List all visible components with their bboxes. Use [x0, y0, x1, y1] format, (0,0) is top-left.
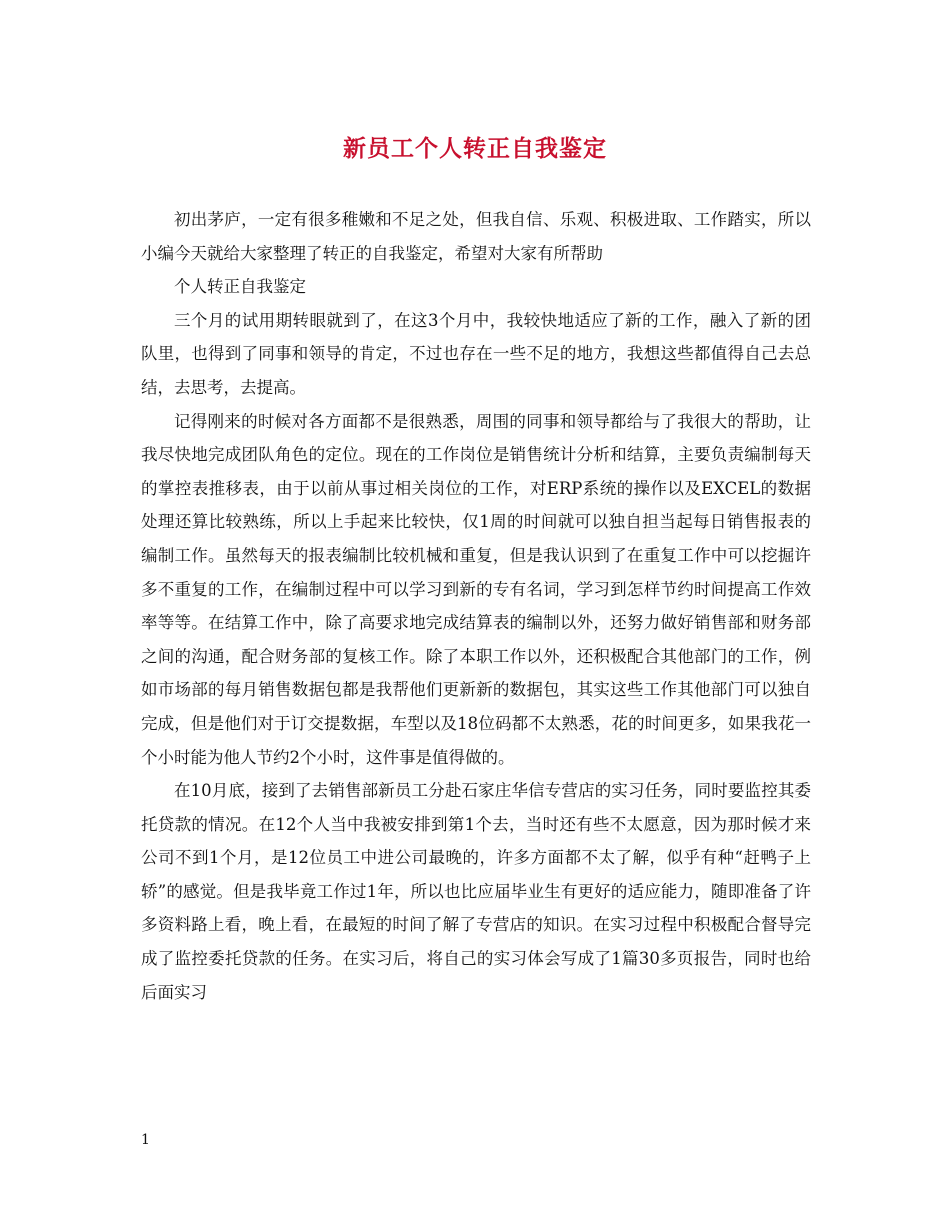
paragraph-intro: 初出茅庐，一定有很多稚嫩和不足之处，但我自信、乐观、积极进取、工作踏实，所以小编今天就给大家整理了转正的自我鉴定，希望对大家有所帮助 [141, 210, 811, 263]
page-number: 1 [141, 1132, 150, 1148]
paragraph-work-duties: 记得刚来的时候对各方面都不是很熟悉，周围的同事和领导都给与了我很大的帮助，让我尽快地完成团队角色的定位。现在的工作岗位是销售统计分析和结算，主要负责编制每天的掌控表推移表，由于以前从事过相关岗位的工作，对ERP系统的操作以及EXCEL的数据处理还算比较熟练，所以上手起来比较快，仅1周的时间就可以独自担当起每日销售报表的编制工作。虽然每天的报表编制比较机械和重复，但是我认识到了在重复工作中可以挖掘许多不重复的工作，在编制过程中可以学习到新的专有名词，学习到怎样节约时间提高工作效率等等。在结算工作中，除了高要求地完成结算表的编制以外，还努力做好销售部和财务部之间的沟通，配合财务部的复核工作。除了本职工作以外，还积极配合其他部门的工作，例如市场部的每月销售数据包都是我帮他们更新新的数据包，其实这些工作其他部门可以独自完成，但是他们对于订交提数据，车型以及18位码都不太熟悉，花的时间更多，如果我花一个小时能为他人节约2个小时，这件事是值得做的。 [141, 411, 811, 767]
document-title: 新员工个人转正自我鉴定 [343, 135, 607, 162]
paragraph-summary: 三个月的试用期转眼就到了，在这3个月中，我较快地适应了新的工作，融入了新的团队里，也得到了同事和领导的肯定，不过也存在一些不足的地方，我想这些都值得自己去总结，去思考，去提高。 [141, 310, 811, 397]
paragraph-internship: 在10月底，接到了去销售部新员工分赴石家庄华信专营店的实习任务，同时要监控其委托贷款的情况。在12个人当中我被安排到第1个去，当时还有些不太愿意，因为那时候才来公司不到1个月，是12位员工中进公司最晚的，许多方面都不太了解，似乎有种“赶鸭子上轿”的感觉。但是我毕竟工作过1年，所以也比应届毕业生有更好的适应能力，随即准备了许多资料路上看，晚上看，在最短的时间了解了专营店的知识。在实习过程中积极配合督导完成了监控委托贷款的任务。在实习后，将自己的实习体会写成了1篇30多页报告，同时也给后面实习 [141, 781, 811, 1002]
section-heading: 个人转正自我鉴定 [174, 277, 306, 297]
document-body [141, 203, 811, 1009]
